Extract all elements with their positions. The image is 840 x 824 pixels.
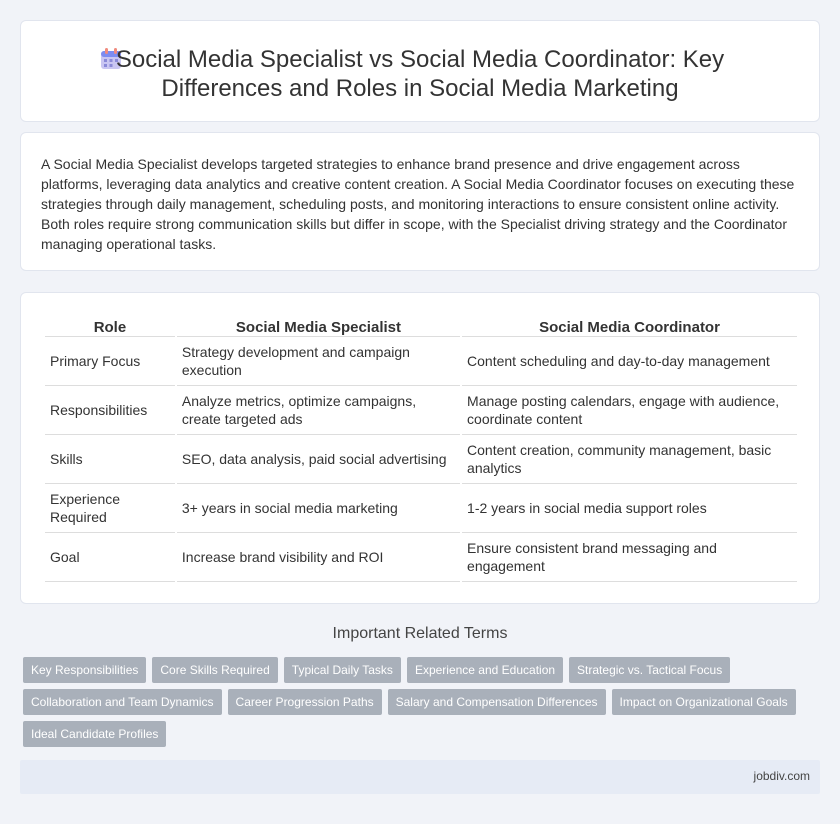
table-header-row <box>45 315 797 337</box>
tag-typical-daily-tasks[interactable]: Typical Daily Tasks <box>284 657 401 683</box>
row-label: Experience Required <box>45 484 175 533</box>
specialist-cell: Strategy development and campaign execution <box>177 337 460 386</box>
footer <box>20 760 820 794</box>
table-row <box>45 435 797 484</box>
tag-impact-on-organizational-goals[interactable]: Impact on Organizational Goals <box>612 689 796 715</box>
page-title: Social Media Specialist vs Social Media Coordinator: Key Differences and Roles in Social Media Marketing <box>115 46 725 102</box>
row-label: Skills <box>45 435 175 484</box>
intro-card <box>20 132 820 271</box>
specialist-cell: Analyze metrics, optimize campaigns, create targeted ads <box>177 386 460 435</box>
tag-collaboration-and-team-dynamics[interactable]: Collaboration and Team Dynamics <box>23 689 222 715</box>
row-label: Goal <box>45 533 175 582</box>
coordinator-cell: 1-2 years in social media support roles <box>462 484 797 533</box>
header-card <box>20 20 820 122</box>
header-role: Role <box>45 315 175 337</box>
table-row <box>45 533 797 582</box>
tag-career-progression-paths[interactable]: Career Progression Paths <box>228 689 382 715</box>
comparison-table <box>43 315 799 582</box>
footer-site-link[interactable]: jobdiv.com <box>753 769 810 783</box>
tag-ideal-candidate-profiles[interactable]: Ideal Candidate Profiles <box>23 721 166 747</box>
table-row <box>45 386 797 435</box>
comparison-card <box>20 292 820 604</box>
coordinator-cell: Content creation, community management, basic analytics <box>462 435 797 484</box>
coordinator-cell: Manage posting calendars, engage with audience, coordinate content <box>462 386 797 435</box>
tag-strategic-vs-tactical-focus[interactable]: Strategic vs. Tactical Focus <box>569 657 730 683</box>
row-label: Primary Focus <box>45 337 175 386</box>
specialist-cell: SEO, data analysis, paid social advertising <box>177 435 460 484</box>
table-row <box>45 337 797 386</box>
intro-paragraph: A Social Media Specialist develops targeted strategies to enhance brand presence and drive engagement across platforms, leveraging data analytics and creative content creation. A Social Media Coordinator focuses on executing these strategies through daily management, scheduling posts, and monitoring interactions to ensure consistent online activity. Both roles require strong communication skills but differ in scope, with the Specialist driving strategy and the Coordinator managing operational tasks. <box>41 156 795 252</box>
related-terms-list <box>23 657 803 747</box>
tag-core-skills-required[interactable]: Core Skills Required <box>152 657 277 683</box>
coordinator-cell: Ensure consistent brand messaging and engagement <box>462 533 797 582</box>
header-coordinator: Social Media Coordinator <box>462 315 797 337</box>
tag-experience-and-education[interactable]: Experience and Education <box>407 657 563 683</box>
tag-salary-and-compensation-differences[interactable]: Salary and Compensation Differences <box>388 689 606 715</box>
specialist-cell: Increase brand visibility and ROI <box>177 533 460 582</box>
tag-key-responsibilities[interactable]: Key Responsibilities <box>23 657 146 683</box>
related-terms-title: Important Related Terms <box>332 625 508 642</box>
table-row <box>45 484 797 533</box>
header-specialist: Social Media Specialist <box>177 315 460 337</box>
coordinator-cell: Content scheduling and day-to-day management <box>462 337 797 386</box>
row-label: Responsibilities <box>45 386 175 435</box>
specialist-cell: 3+ years in social media marketing <box>177 484 460 533</box>
